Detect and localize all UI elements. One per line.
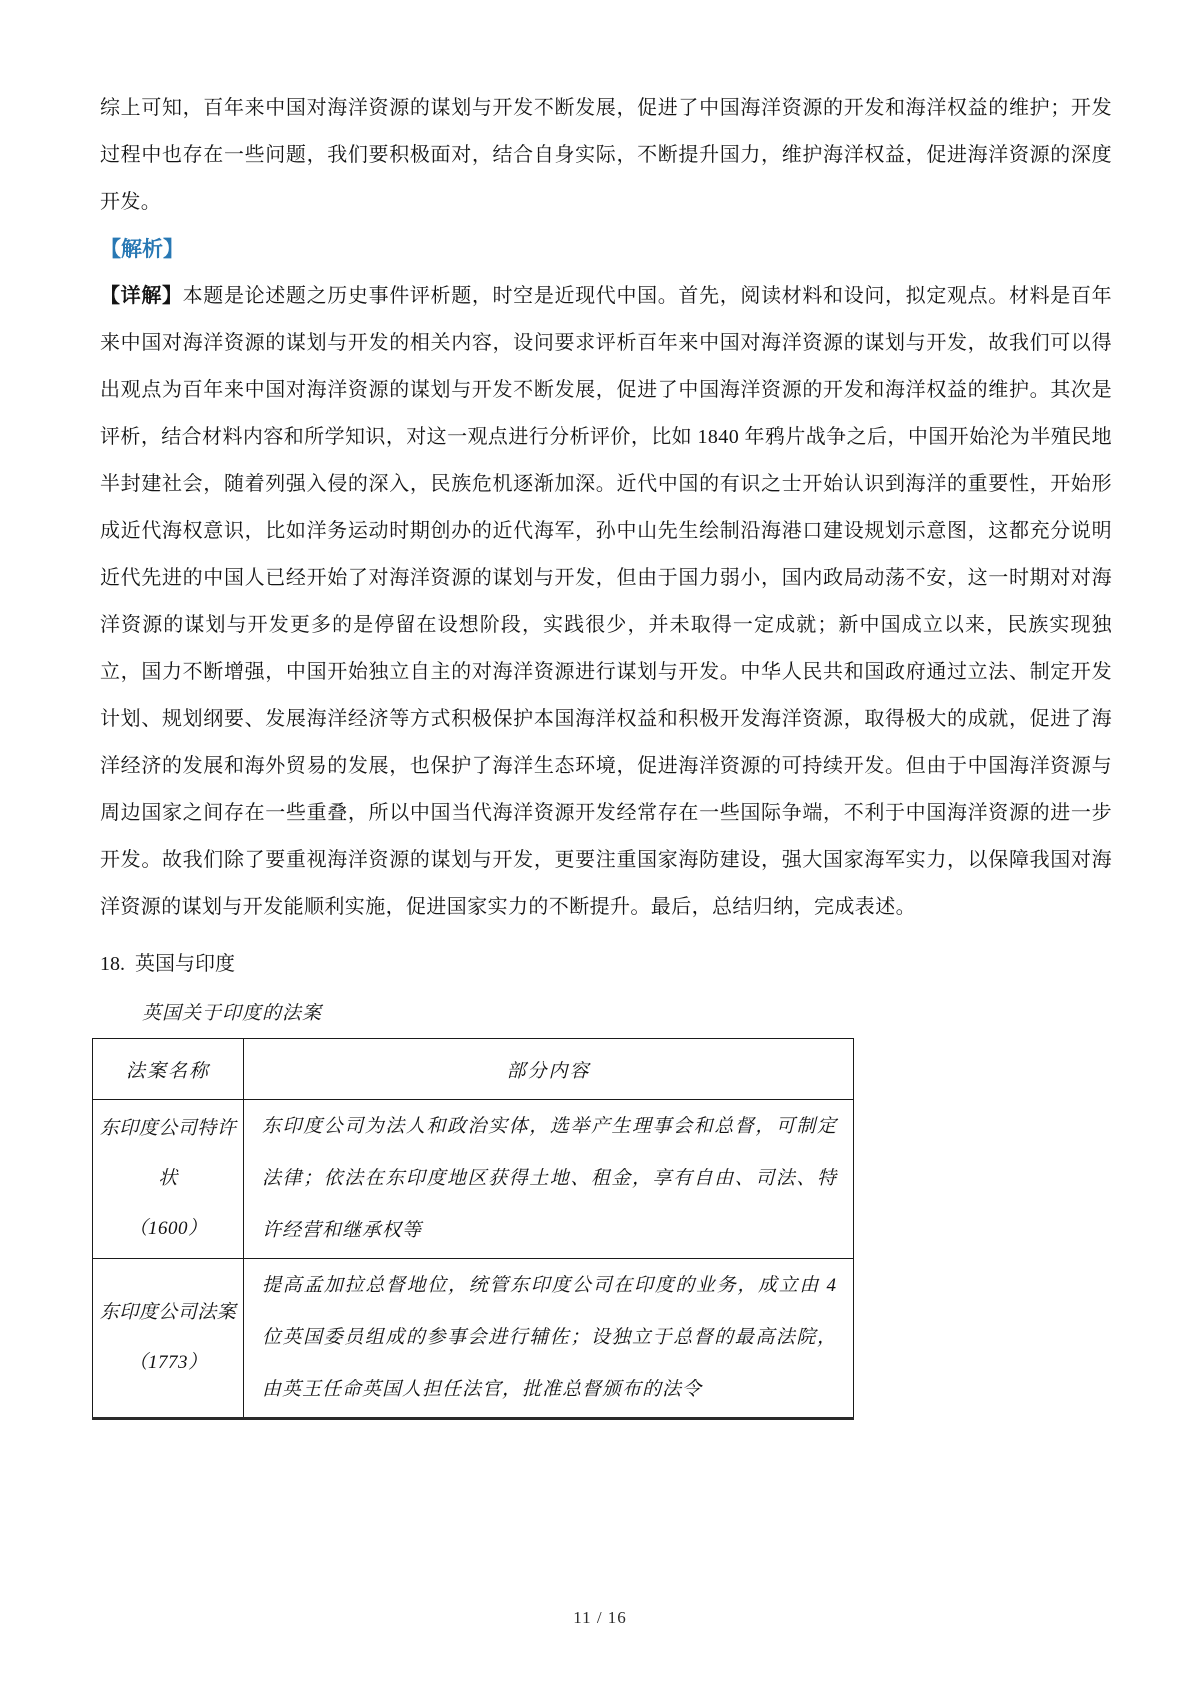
analysis-label: 【解析】	[100, 237, 184, 261]
question-heading	[100, 941, 1112, 988]
detail-text: 本题是论述题之历史事件评析题，时空是近现代中国。首先，阅读材料和设问，拟定观点。材料是百年来中国对海洋资源的谋划与开发的相关内容，设问要求评析百年来中国对海洋资源的谋划与开发，故我们可以得出观点为百年来中国对海洋资源的谋划与开发不断发展，促进了中国海洋资源的开发和海洋权益的维护。其次是评析，结合材料内容和所学知识，对这一观点进行分析评价，比如 1840 年鸦片战争之后，中国开始沦为半殖民地半封建社会，随着列强入侵的深入，民族危机逐渐加深。近代中国的有识之士开始认识到海洋的重要性，开始形成近代海权意识，比如洋务运动时期创办的近代海军，孙中山先生绘制沿海港口建设规划示意图，这都充分说明近代先进的中国人已经开始了对海洋资源的谋划与开发，但由于国力弱小，国内政局动荡不安，这一时期对对海洋资源的谋划与开发更多的是停留在设想阶段，实践很少，并未取得一定成就；新中国成立以来，民族实现独立，国力不断增强，中国开始独立自主的对海洋资源进行谋划与开发。中华人民共和国政府通过立法、制定开发计划、规划纲要、发展海洋经济等方式积极保护本国海洋权益和积极开发海洋资源，取得极大的成就，促进了海洋经济的发展和海外贸易的发展，也保护了海洋生态环境，促进海洋资源的可持续开发。但由于中国海洋资源与周边国家之间存在一些重叠，所以中国当代海洋资源开发经常存在一些国际争端，不利于中国海洋资源的进一步开发。故我们除了要重视海洋资源的谋划与开发，更要注重国家海防建设，强大国家海军实力，以保障我国对海洋资源的谋划与开发能顺利实施，促进国家实力的不断提升。最后，总结归纳，完成表述。	[100, 285, 1112, 918]
question-number: 18.	[100, 953, 125, 975]
conclusion-paragraph	[100, 85, 1112, 226]
conclusion-text: 综上可知，百年来中国对海洋资源的谋划与开发不断发展，促进了中国海洋资源的开发和海洋权益的维护；开发过程中也存在一些问题，我们要积极面对，结合自身实际，不断提升国力，维护海洋权益，促进海洋资源的深度开发。	[100, 97, 1112, 213]
question-title: 英国与印度	[135, 953, 235, 975]
document-body	[100, 85, 1112, 1420]
act-content-cell: 东印度公司为法人和政治实体，选举产生理事会和总督，可制定法律；依法在东印度地区获得土地、租金，享有自由、司法、特许经营和继承权等	[244, 1100, 854, 1259]
act-name: 东印度公司特许状	[99, 1118, 237, 1189]
table-caption: 英国关于印度的法案	[142, 1003, 323, 1024]
act-year: （1600）	[128, 1218, 208, 1239]
act-content-cell: 提高孟加拉总督地位，统管东印度公司在印度的业务，成立由 4 位英国委员组成的参事会进行辅佐；设独立于总督的最高法院，由英王任命英国人担任法官，批准总督颁布的法令	[244, 1259, 854, 1419]
page-number: 11 / 16	[573, 1608, 627, 1627]
act-name-cell	[93, 1100, 244, 1259]
header-partial-content: 部分内容	[244, 1039, 854, 1100]
detail-paragraph	[100, 273, 1112, 931]
act-name: 东印度公司法案	[99, 1302, 237, 1323]
india-acts-table	[92, 1038, 854, 1420]
act-name-cell	[93, 1259, 244, 1419]
header-act-name: 法案名称	[93, 1039, 244, 1100]
table-row	[93, 1100, 854, 1259]
act-year: （1773）	[128, 1352, 208, 1373]
detail-label: 【详解】	[100, 285, 183, 307]
table-header-row	[93, 1039, 854, 1100]
table-row	[93, 1259, 854, 1419]
